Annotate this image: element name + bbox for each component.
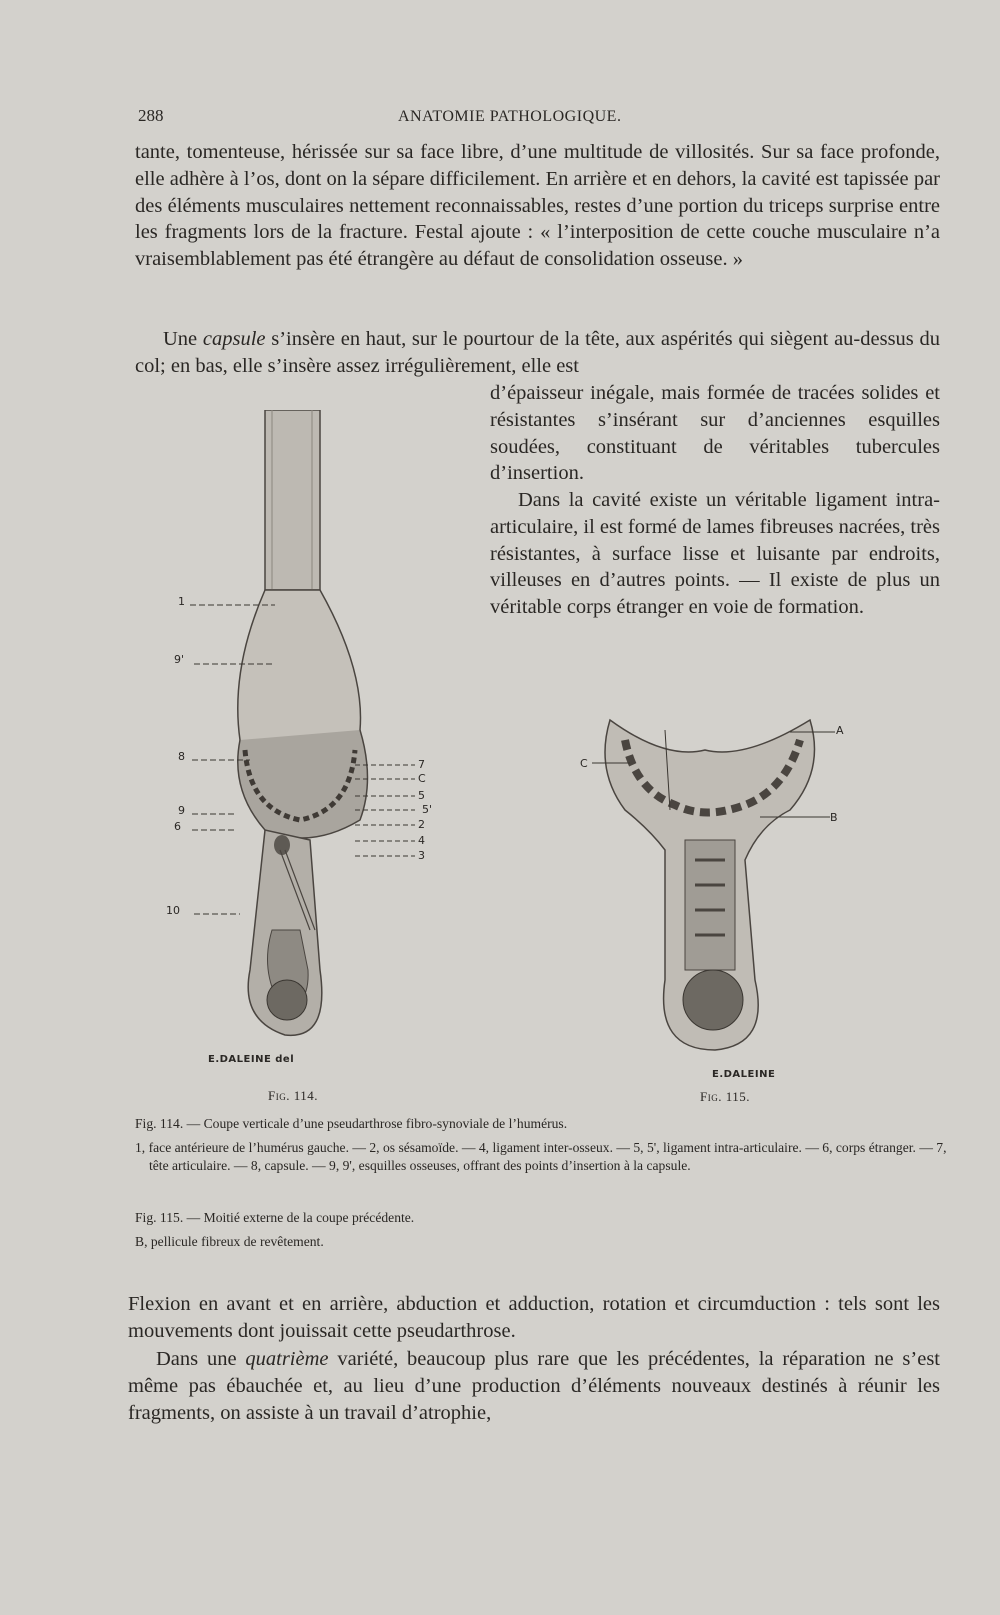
page-number: 288 — [138, 106, 164, 125]
fig114-leader-6: 6 — [174, 820, 181, 833]
page-header — [138, 106, 938, 132]
fig114-leader-10: 10 — [166, 904, 180, 917]
fig114-artist-signature: E.DALEINE del — [208, 1054, 295, 1065]
fig115-leader-lines — [590, 725, 850, 825]
quatrieme-term: quatrième — [245, 1348, 329, 1370]
paragraph-1: tante, tomenteuse, hérissée sur sa face libre, d’une multitude de villosités. Sur sa face profonde, elle adhère à l’os, dont on la sépare difficilement. En arrière et en dehors, la cavité est tapissée par des éléments musculaires nettement reconnaissables, restes d’une portion du triceps surprise entre les fragments lors de la fracture. Festal ajoute : « l’interposition de cette couche musculaire n’a vraisemblablement pas été étrangère au défaut de consolidation osseuse. » — [135, 141, 940, 271]
paragraph-2-continued: d’épaisseur inégale, mais formée de tracées solides et résistantes s’insérant sur d’anciennes esquilles soudées, constituant de véritables tubercules d’insertion. — [490, 382, 940, 485]
fig115-leader-A: A — [836, 724, 844, 737]
fig114-leader-5prime: 5' — [422, 803, 433, 816]
fig114-leader-9: 9 — [178, 804, 185, 817]
fig114-leader-lines-right — [350, 755, 420, 865]
fig114-caption-title: Fig. 114. — Coupe verticale d’une pseudarthrose fibro-synoviale de l’humérus. — [135, 1116, 568, 1131]
fig114-leader-5: 5 — [418, 789, 425, 802]
fig115-label: Fig. 115. — [700, 1089, 750, 1104]
fig114-leader-4: 4 — [418, 834, 425, 847]
fig114-leader-1: 1 — [178, 595, 185, 608]
fig114-leader-7: 7 — [418, 758, 425, 771]
fig114-leader-lines-left — [180, 595, 300, 935]
fig114-leader-9prime: 9' — [174, 653, 185, 666]
fig115-caption-legend: B, pellicule fibreux de revêtement. — [135, 1234, 324, 1249]
paragraph-2-start: Une capsule s’insère en haut, sur le pourtour de la tête, aux aspérités qui siègent au-dessus du col; en bas, elle s’insère assez irrégulièrement, elle est — [135, 328, 940, 377]
fig115-leader-B: B — [830, 811, 838, 824]
paragraph-5: Dans une quatrième variété, beaucoup plus rare que les précédentes, la réparation ne s’est même pas ébauchée et, au lieu d’une production d’éléments nouveaux destinés à réunir les fragments, on assiste à un travail d’atrophie, — [128, 1348, 941, 1424]
capsule-term: capsule — [202, 328, 266, 350]
running-title: ANATOMIE PATHOLOGIQUE. — [398, 108, 622, 125]
fig114-leader-2: 2 — [418, 818, 425, 831]
fig114-caption-legend: 1, face antérieure de l’humérus gauche. — 2, os sésamoïde. — 4, ligament inter-osseux. — 5, 5', ligament intra-articulaire. — 6, corps étranger. — 7, tête articulaire. — 8, capsule. — 9, 9', esquilles osseuses, offrant des points d’insertion à la capsule. — [135, 1140, 947, 1173]
paragraph-4: Flexion en avant et en arrière, abduction et adduction, rotation et circumduction : tels sont les mouvements dont jouissait cette pseudarthrose. — [128, 1293, 940, 1342]
fig114-label: Fig. 114. — [268, 1088, 318, 1103]
paragraph-3: Dans la cavité existe un véritable ligament intra-articulaire, il est formé de lames fibreuses nacrées, très résistantes, à surface lisse et luisante par endroits, villeuses en d’autres points. — Il existe de plus un véritable corps étranger en voie de formation. — [490, 489, 940, 619]
fig115-caption-title: Fig. 115. — Moitié externe de la coupe précédente. — [135, 1210, 415, 1225]
fig114-leader-3: 3 — [418, 849, 425, 862]
fig114-leader-8: 8 — [178, 750, 185, 763]
fig115-leader-C: C — [580, 757, 588, 770]
fig114-leader-C: C — [418, 772, 426, 785]
fig115-artist-signature: E.DALEINE — [712, 1069, 776, 1080]
